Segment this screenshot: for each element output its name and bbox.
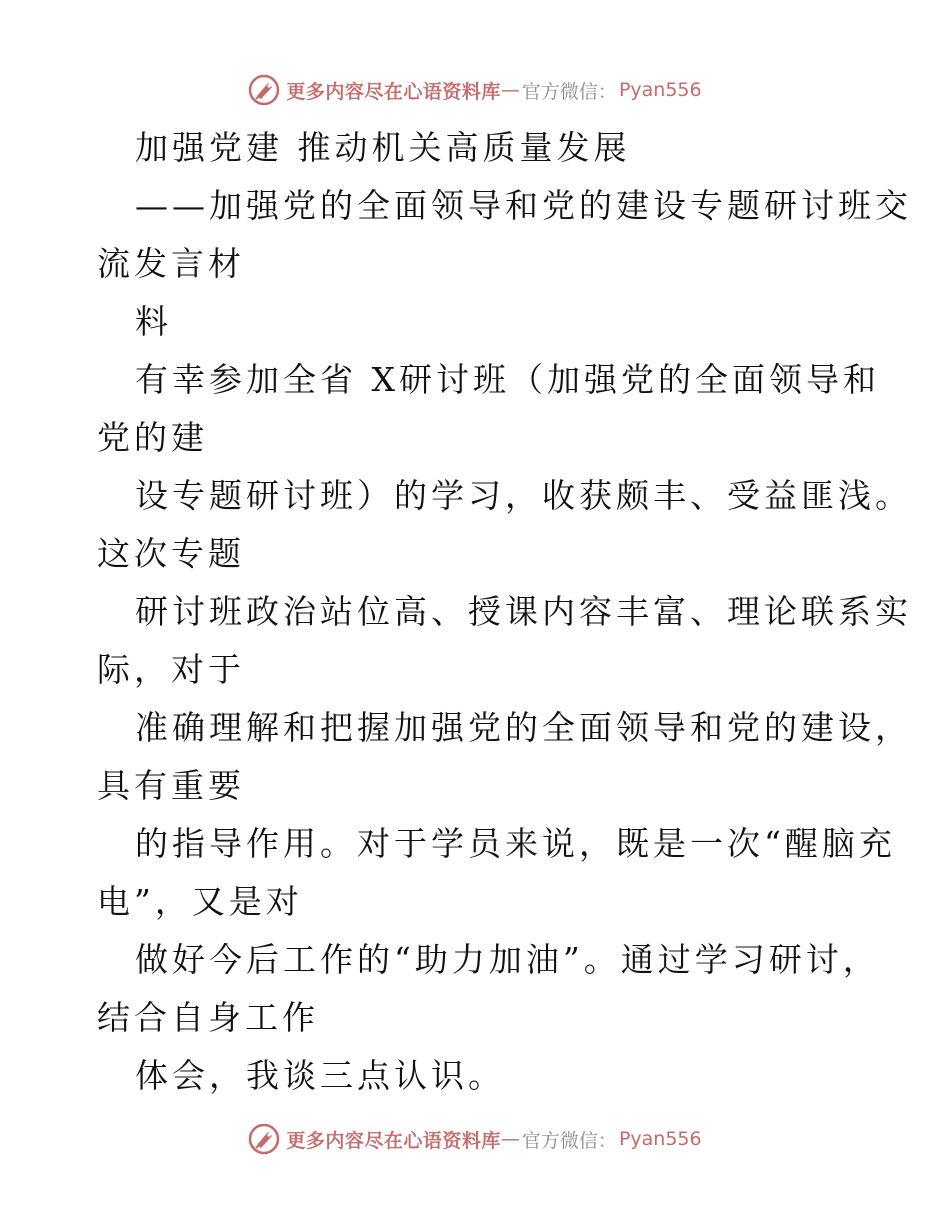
footer-watermark [0, 1123, 950, 1155]
pen-nib-logo-icon [248, 1123, 280, 1155]
watermark-wechat-id: Pyan556 [618, 1128, 702, 1150]
paragraph-line: 准确理解和把握加强党的全面领导和党的建设， [135, 708, 912, 747]
paragraph-line: 电”，又是对 [97, 882, 303, 921]
paragraph-line: 结合自身工作 [97, 998, 319, 1037]
paragraph-line: 际，对于 [97, 650, 245, 689]
watermark-official-label: 官方微信： [521, 80, 617, 103]
paragraph-line: 研讨班政治站位高、授课内容丰富、理论联系实 [135, 592, 912, 631]
paragraph-line: 体会，我谈三点认识。 [135, 1056, 505, 1095]
paragraph-line: 这次专题 [97, 534, 245, 573]
document-subtitle-line: ——加强党的全面领导和党的建设专题研讨班交 [135, 186, 912, 225]
watermark-dash: — [500, 1128, 520, 1150]
paragraph-line: 党的建 [97, 418, 208, 457]
paragraph-line: 做好今后工作的“助力加油”。通过学习研讨， [135, 940, 880, 979]
watermark-official-label: 官方微信： [521, 1129, 617, 1152]
document-title: 加强党建 推动机关高质量发展 [135, 128, 631, 167]
watermark-lead-text: 更多内容尽在心语资料库 [286, 80, 501, 103]
paragraph-line: 有幸参加全省 X研讨班（加强党的全面领导和 [135, 360, 880, 399]
paragraph-line: 的指导作用。对于学员来说，既是一次“醒脑充 [135, 824, 896, 863]
watermark-wechat-id: Pyan556 [618, 79, 702, 101]
watermark-dash: — [500, 79, 520, 101]
watermark-lead-text: 更多内容尽在心语资料库 [286, 1129, 501, 1152]
paragraph-line: 设专题研讨班）的学习，收获颇丰、受益匪浅。 [135, 476, 912, 515]
document-subtitle-line: 流发言材 [97, 244, 245, 283]
document-subtitle-line: 料 [135, 302, 172, 341]
paragraph-line: 具有重要 [97, 766, 245, 805]
